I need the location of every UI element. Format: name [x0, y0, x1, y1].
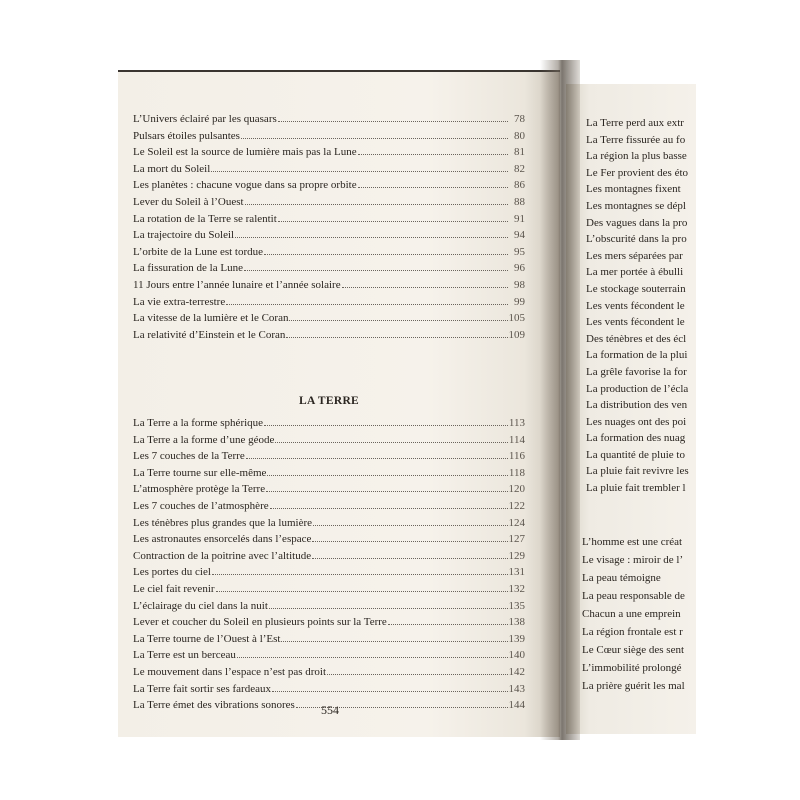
- toc-entry: [133, 648, 525, 665]
- toc-entry-title: L’orbite de la Lune est tordue: [133, 245, 264, 258]
- dot-leader: [241, 129, 508, 139]
- toc-entry-title: Les montagnes se dépl: [586, 199, 686, 212]
- toc-entry: [133, 195, 525, 212]
- toc-entry-title: La vie extra-terrestre: [133, 295, 226, 308]
- toc-entry-page: 118: [508, 466, 525, 479]
- toc-section: [133, 384, 525, 715]
- toc-entry-page: 114: [508, 433, 525, 446]
- toc-entry: [133, 311, 525, 328]
- toc-entry: [133, 665, 525, 682]
- toc-entry-title: La région la plus basse: [586, 150, 687, 163]
- toc-entry: [133, 682, 525, 699]
- dot-leader: [327, 665, 507, 675]
- toc-entry: [133, 599, 525, 616]
- toc-entry-title: L’immobilité prolongé: [582, 662, 682, 674]
- toc-entry-title: Le Fer provient des éto: [586, 166, 689, 179]
- toc-entry: [133, 228, 525, 245]
- toc-entry-page: 135: [508, 599, 525, 612]
- toc-entry-title: Des ténèbres et des écl: [586, 332, 687, 345]
- dot-leader: [289, 311, 507, 321]
- toc-entry-title: Des vagues dans la pro: [586, 216, 688, 229]
- toc-entry-title: La grêle favorise la for: [586, 365, 687, 378]
- toc-entry-title: Les nuages ont des poi: [586, 415, 687, 428]
- toc-entry-title: La Terre a la forme d’une géode: [133, 433, 275, 446]
- dot-leader: [342, 278, 508, 288]
- toc-entry-title: La pluie fait trembler l: [586, 482, 686, 495]
- toc-entry-page: 124: [508, 516, 525, 529]
- toc-entry-page: 127: [508, 533, 525, 546]
- toc-entry-title: La pluie fait revivre les: [586, 465, 689, 478]
- toc-entry-title: Les vents fécondent le: [586, 316, 685, 329]
- toc-entry: [133, 129, 525, 146]
- toc-entry-page: 96: [514, 262, 525, 275]
- toc-entry-page: 139: [508, 632, 525, 645]
- toc-entry-title: La formation des nuag: [586, 432, 686, 445]
- toc-entry-title: La rotation de la Terre se ralentit: [133, 212, 277, 225]
- toc-entry-title: La quantité de pluie to: [586, 448, 685, 461]
- dot-leader: [286, 328, 507, 338]
- dot-leader: [235, 228, 508, 238]
- dot-leader: [270, 499, 508, 509]
- toc-entry-title: La vitesse de la lumière et le Coran: [133, 312, 289, 325]
- page-number: 554: [321, 703, 339, 717]
- toc-entry-title: La production de l’écla: [586, 382, 689, 395]
- dot-leader: [211, 162, 508, 172]
- dot-leader: [358, 178, 508, 188]
- toc-entry: [133, 328, 525, 345]
- dot-leader: [267, 466, 507, 476]
- toc-list-top: [133, 112, 525, 344]
- toc-entry-page: 143: [508, 682, 525, 695]
- toc-entry-title: L’Univers éclairé par les quasars: [133, 113, 277, 125]
- toc-entry-title: La distribution des ven: [586, 399, 688, 412]
- toc-entry-page: 82: [514, 162, 525, 175]
- toc-entry-title: L’éclairage du ciel dans la nuit: [133, 599, 268, 612]
- book-gutter: [540, 60, 580, 740]
- dot-leader: [212, 565, 508, 575]
- toc-entry-title: La Terre émet des vibrations sonores: [133, 699, 295, 712]
- toc-entry-title: Le Cœur siège des sent: [582, 644, 685, 656]
- toc-entry-title: Les portes du ciel: [133, 566, 211, 579]
- toc-entry: [133, 212, 525, 229]
- right-toc-list-bottom: [582, 533, 696, 695]
- toc-entry-title: La Terre est un berceau: [133, 649, 236, 662]
- toc-entry-title: La Terre tourne sur elle-même: [133, 466, 267, 479]
- toc-entry: [133, 145, 525, 162]
- toc-entry-title: Les montagnes fixent: [586, 183, 681, 196]
- toc-entry-title: L’homme est une créat: [582, 536, 683, 548]
- section-heading: LA TERRE: [298, 395, 360, 407]
- dot-leader: [281, 632, 507, 642]
- toc-entry-title: La formation de la plui: [586, 349, 688, 362]
- toc-entry-page: 116: [508, 450, 525, 463]
- toc-entry-title: La prière guérit les mal: [582, 680, 685, 692]
- toc-entry-title: La peau témoigne: [582, 572, 661, 584]
- toc-entry-title: Les astronautes ensorcelés dans l’espace: [133, 533, 312, 546]
- toc-entry: [133, 499, 525, 516]
- toc-entry-title: La Terre fissurée au fo: [586, 133, 686, 146]
- toc-entry-title: Les mers séparées par: [586, 249, 683, 262]
- toc-entry-title: Lever et coucher du Soleil en plusieurs points sur la Terre: [133, 616, 387, 629]
- dot-leader: [278, 212, 508, 222]
- dot-leader: [312, 549, 507, 559]
- dot-leader: [266, 482, 507, 492]
- dot-leader: [312, 532, 507, 542]
- toc-entry-title: Le Soleil est la source de lumière mais pas la Lune: [133, 146, 357, 159]
- toc-entry-title: Pulsars étoiles pulsantes: [133, 129, 240, 142]
- toc-entry-title: Les planètes : chacune vogue dans sa propre orbite: [133, 179, 357, 192]
- toc-entry: [133, 565, 525, 582]
- toc-entry-page: 113: [508, 417, 525, 429]
- toc-entry: [133, 178, 525, 195]
- toc-entry: [133, 245, 525, 262]
- toc-entry-title: La Terre perd aux extr: [586, 117, 684, 129]
- toc-entry-page: 95: [514, 245, 525, 258]
- toc-entry-page: 140: [508, 649, 525, 662]
- toc-entry-title: Lever du Soleil à l’Ouest: [133, 195, 244, 208]
- toc-entry-title: La mort du Soleil: [133, 162, 211, 175]
- toc-entry: [133, 261, 525, 278]
- toc-entry-page: 144: [508, 699, 525, 712]
- dot-leader: [264, 416, 508, 426]
- dot-leader: [275, 433, 508, 443]
- toc-entry: [133, 162, 525, 179]
- toc-entry-page: 129: [508, 549, 525, 562]
- toc-entry-title: La peau responsable de: [582, 590, 685, 602]
- toc-entry-title: La Terre tourne de l’Ouest à l’Est: [133, 632, 281, 645]
- toc-entry: [133, 449, 525, 466]
- toc-entry-title: L’atmosphère protège la Terre: [133, 483, 266, 496]
- toc-entry: [133, 632, 525, 649]
- toc-entry-page: 109: [508, 328, 525, 341]
- dot-leader: [278, 112, 508, 122]
- toc-entry: [133, 112, 525, 129]
- toc-entry: [133, 516, 525, 533]
- toc-entry-title: Chacun a une emprein: [582, 608, 681, 620]
- toc-entry-title: Le mouvement dans l’espace n’est pas droit: [133, 665, 327, 678]
- dot-leader: [246, 449, 508, 459]
- toc-entry-page: 142: [508, 665, 525, 678]
- toc-entry-title: Les ténèbres plus grandes que la lumière: [133, 516, 312, 529]
- toc-entry-page: 98: [514, 278, 525, 291]
- toc-entry-page: 122: [508, 499, 525, 512]
- toc-entry-title: La relativité d’Einstein et le Coran: [133, 328, 286, 341]
- toc-entry-page: 91: [514, 212, 525, 225]
- toc-entry-title: 11 Jours entre l’année lunaire et l’année solaire: [133, 278, 341, 291]
- toc-entry-title: La Terre a la forme sphérique: [133, 417, 264, 429]
- toc-entry-title: La région frontale est r: [582, 626, 683, 638]
- dot-leader: [245, 195, 508, 205]
- toc-entry: [133, 582, 525, 599]
- toc-entry-page: 138: [508, 616, 525, 629]
- toc-entry: [133, 295, 525, 312]
- toc-entry-page: 99: [514, 295, 525, 308]
- dot-leader: [216, 582, 508, 592]
- dot-leader: [269, 599, 508, 609]
- toc-entry: [133, 416, 525, 433]
- dot-leader: [272, 682, 508, 692]
- dot-leader: [388, 615, 508, 625]
- dot-leader: [244, 261, 508, 271]
- toc-entry-page: 86: [514, 179, 525, 192]
- dot-leader: [358, 145, 508, 155]
- toc-entry: [133, 466, 525, 483]
- toc-entry-page: 78: [514, 113, 525, 125]
- right-toc-list-top: [586, 115, 696, 497]
- toc-entry: [133, 278, 525, 295]
- toc-entry-title: Les 7 couches de la Terre: [133, 450, 245, 463]
- toc-entry: [133, 433, 525, 450]
- toc-entry: [133, 532, 525, 549]
- toc-entry: [133, 549, 525, 566]
- toc-entry-page: 132: [508, 582, 525, 595]
- toc-entry-title: La trajectoire du Soleil: [133, 229, 235, 242]
- toc-entry-title: Le ciel fait revenir: [133, 582, 215, 595]
- toc-entry-page: 131: [508, 566, 525, 579]
- toc-entry-title: Contraction de la poitrine avec l’altitude: [133, 549, 312, 562]
- toc-entry-page: 81: [514, 146, 525, 159]
- toc-entry-page: 80: [514, 129, 525, 142]
- toc-entry-title: Les 7 couches de l’atmosphère: [133, 499, 269, 512]
- toc-entry-title: Le stockage souterrain: [586, 282, 686, 295]
- toc-list-section: [133, 416, 525, 715]
- toc-entry-page: 105: [508, 312, 525, 325]
- dot-leader: [313, 516, 508, 526]
- dot-leader: [237, 648, 508, 658]
- toc-entry: [133, 615, 525, 632]
- toc-entry-page: 94: [514, 229, 525, 242]
- toc-entry-title: La Terre fait sortir ses fardeaux: [133, 682, 271, 695]
- dot-leader: [264, 245, 508, 255]
- toc-entry-title: Le visage : miroir de l’: [582, 554, 684, 566]
- toc-entry-page: 88: [514, 195, 525, 208]
- dot-leader: [226, 295, 508, 305]
- toc-entry-title: La mer portée à ébulli: [586, 266, 684, 279]
- toc-entry-page: 120: [508, 483, 525, 496]
- toc-entry-title: La fissuration de la Lune: [133, 262, 243, 275]
- toc-entry-title: L’obscurité dans la pro: [586, 233, 687, 246]
- toc-entry: [133, 482, 525, 499]
- toc-entry-title: Les vents fécondent le: [586, 299, 685, 312]
